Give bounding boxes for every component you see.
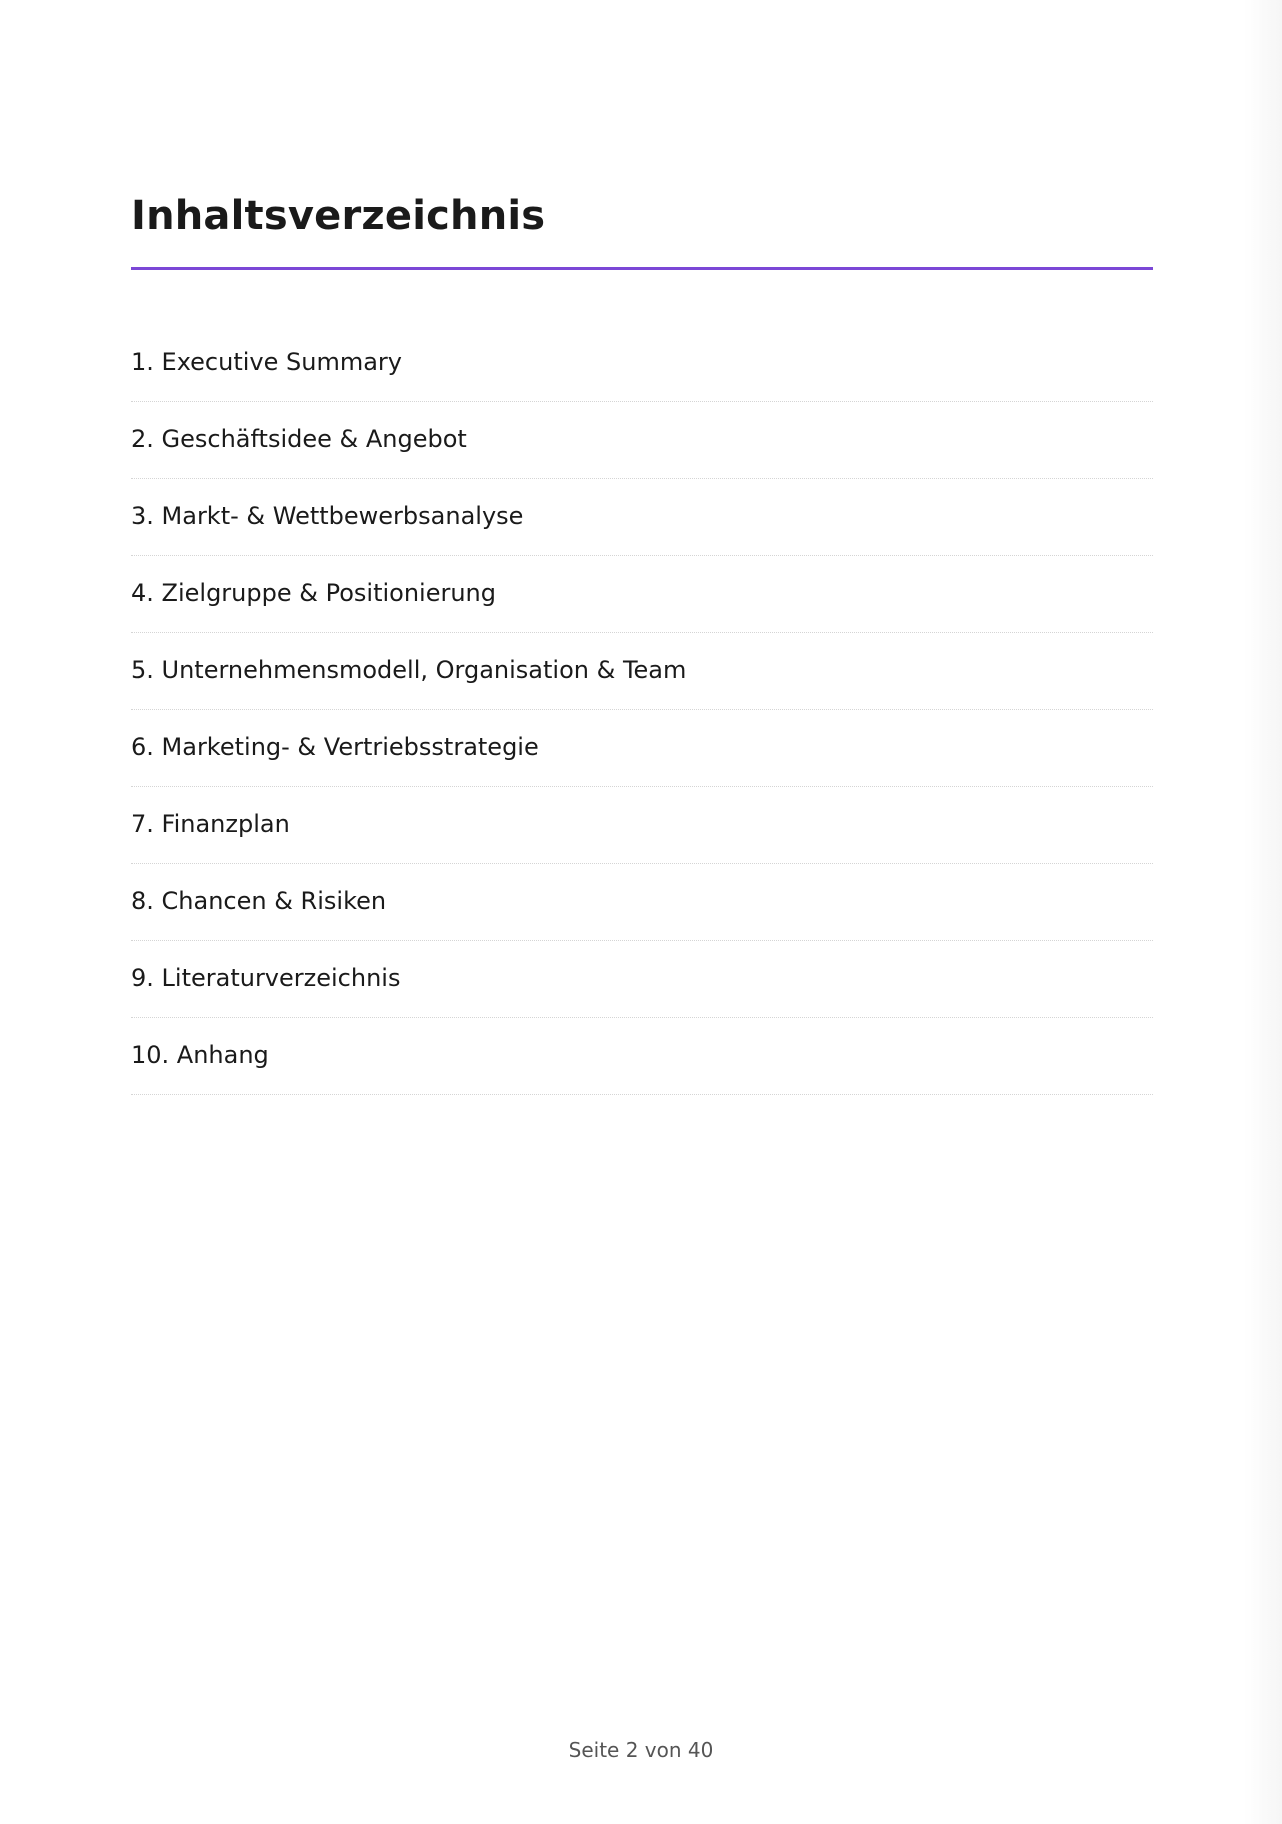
toc-item-unternehmensmodell[interactable]: [131, 633, 1153, 710]
toc-item-label: 4. Zielgruppe & Positionierung: [131, 578, 496, 607]
page-number: Seite 2 von 40: [568, 1738, 714, 1762]
toc-item-label: 7. Finanzplan: [131, 809, 290, 838]
toc-item-label: 9. Literaturverzeichnis: [131, 963, 401, 992]
toc-item-label: 1. Executive Summary: [131, 348, 402, 376]
toc-item-label: 5. Unternehmensmodell, Organisation & Team: [131, 655, 687, 684]
toc-section: [131, 190, 1153, 1095]
toc-list: [131, 326, 1153, 1095]
toc-item-label: 3. Markt- & Wettbewerbsanalyse: [131, 501, 524, 530]
toc-item-zielgruppe[interactable]: [131, 556, 1153, 633]
toc-item-marketing[interactable]: [131, 710, 1153, 787]
toc-item-anhang[interactable]: [131, 1018, 1153, 1095]
toc-item-marktanalyse[interactable]: [131, 479, 1153, 556]
toc-item-label: 10. Anhang: [131, 1040, 269, 1069]
toc-item-label: 6. Marketing- & Vertriebsstrategie: [131, 732, 539, 761]
toc-item-literaturverzeichnis[interactable]: [131, 941, 1153, 1018]
toc-item-geschaeftsidee[interactable]: [131, 402, 1153, 479]
toc-item-finanzplan[interactable]: [131, 787, 1153, 864]
page-title: Inhaltsverzeichnis: [131, 193, 546, 239]
toc-item-chancen-risiken[interactable]: [131, 864, 1153, 941]
title-underline: [131, 267, 1153, 270]
toc-item-label: 2. Geschäftsidee & Angebot: [131, 424, 467, 453]
toc-item-label: 8. Chancen & Risiken: [131, 886, 387, 915]
toc-item-executive-summary[interactable]: [131, 326, 1153, 402]
